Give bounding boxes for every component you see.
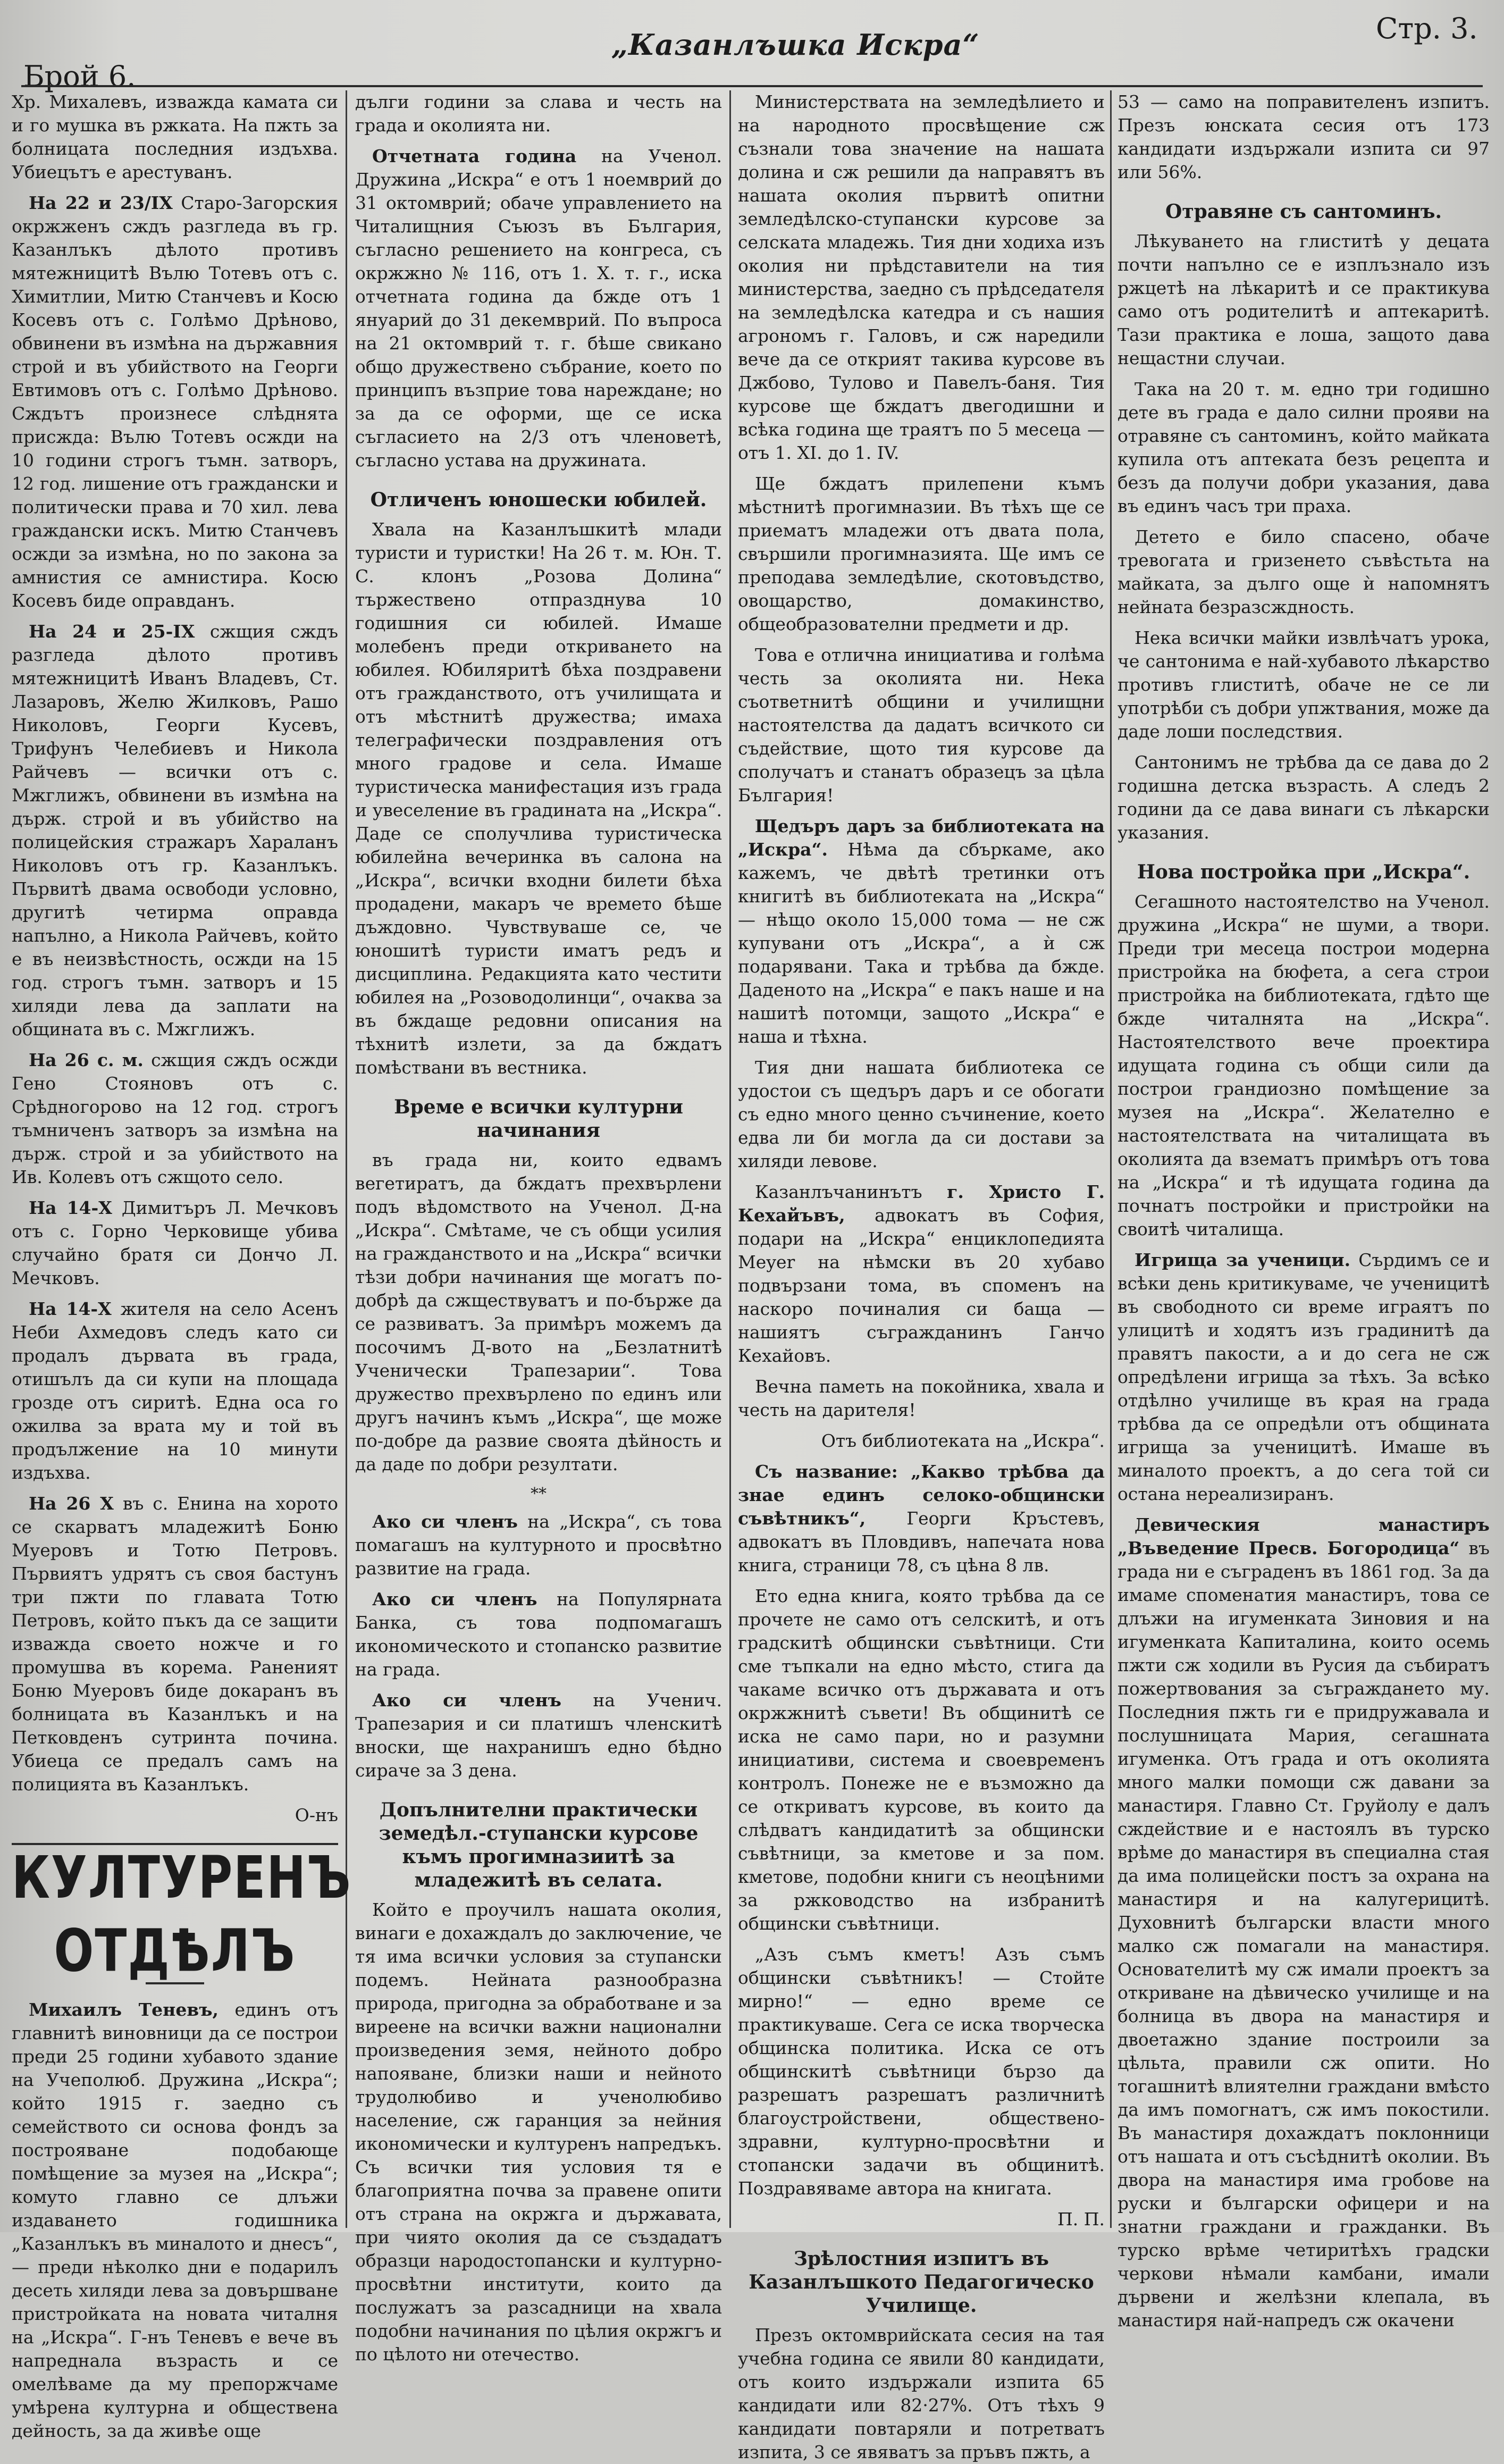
news-text: сжщия сждъ осжди Гено Стояновъ отъ с. Срѣдногорово на 12 год. строгъ тъмниченъ затворъ за измѣна на държ. строй и за убийството на Ив. Колевъ отъ сжщото село. — [12, 1050, 338, 1187]
issue-number: Брой 6. — [23, 60, 136, 93]
separator-stars: ** — [531, 1485, 547, 1503]
news-item — [12, 620, 338, 1041]
article-text: Вечна паметь на покойника, хвала и честь на дарителя! — [738, 1376, 1105, 1420]
news-date: На 24 и 25-IX — [29, 621, 195, 642]
signature: Отъ библиотеката на „Искра“. — [821, 1430, 1105, 1451]
article-text: Нѣма да сбъркаме, ако кажемъ, че двѣтѣ третинки отъ книгитѣ въ библиотеката на „Искра“ — нѣщо около 15,000 тома — не сж купувани отъ „Искра“, а ѝ сж подарявани. Така и трѣбва да бжде. Даденото на „Искра“ е пакъ наше и на нашитѣ потомци, защото „Искра“ е наша и тѣхна. — [738, 839, 1105, 1047]
article-text: Тия дни нашата библиотека се удостои съ щедъръ даръ и се обогати съ едно много ценно съчинение, което едва ли би могла да си достави за хиляди левове. — [738, 1057, 1105, 1171]
article-text: Сърдимъ се и всѣки день критикуваме, че ученицитѣ въ свободното си време играятъ по улицитѣ и ходятъ изъ градинитѣ да правятъ пакости, а и до сега не сж опредѣлени игрища за тѣхъ. За всѣко отдѣлно училище въ края на града трѣбва да се опредѣли отъ общината игрища за ученицитѣ. Имаше въ миналото проектъ, а до сега той си остана нереализиранъ. — [1118, 1250, 1490, 1504]
article-text: „Азъ съмъ кметъ! Азъ съмъ общински съвѣтникъ! — Стойте мирно!“ — едно време се практикуваше. Сега се иска творческа общинска политика. Иска се отъ общинскитѣ съвѣтници бързо да разрешатъ разрешатъ различнитѣ благоустройствени, обществено-здравни, културно-просвѣтни и стопански задачи въ общинитѣ. Поздравяваме автора на книгата. — [738, 1944, 1105, 2199]
article-text: въ града ни е съграденъ въ 1861 год. За да имаме споменатия манастиръ, това се длъжи на игуменката Зиновия и на игуменката Капиталина, които осемь пжти сж ходили въ Русия да събиратъ пожертвования за съграждането му. Последния пжть ги е придружавала и послушницата Мария, сегашната игуменка. Отъ града и отъ околията много малки помощи сж давани за манастиря. Главно Ст. Груйолу е далъ сждействие и е настоялъ въ турско врѣме до манастиря въ специална стая да има полицейски постъ за охрана на манастиря и на калугерицитѣ. Духовнитѣ български власти много малко сж помагали на манастиря. Основателитѣ му сж имали проектъ за откриване на дѣвическо училище и на болница въ двора на манастиря и двоетажно здание построили за цѣльта, правили сж опити. Но тогашнитѣ влиятелни граждани вмѣсто да имъ помогнатъ, сж имъ покостили. Въ манастиря дохаждатъ поклонници отъ нашата и отъ съсѣднитѣ околии. Въ двора на манастиря има гробове на руски и български офицери и на знатни граждани и гражданки. Въ турско врѣме четиритѣхъ градски черкови нѣмали камбани, имали дървени и желѣзни клепала, въ манастиря най-напредъ сж окачени — [1118, 1538, 1490, 2331]
article-text: Лѣкуването на глиститѣ у децата почти напълно се е изплъзнало изъ ржцетѣ на лѣкаритѣ и се практикува само отъ родителитѣ и аптекаритѣ. Тази практика е лоша, защото дава нещастни случаи. — [1118, 231, 1490, 368]
article-heading: Игрища за ученици. — [1135, 1250, 1351, 1270]
news-date: На 22 и 23/IX — [29, 192, 173, 213]
column-3 — [738, 90, 1105, 2462]
article-text: Казанлъчанинътъ — [755, 1181, 922, 1202]
column-4 — [1118, 90, 1490, 2331]
article-text: Сегашното настоятелство на Ученол. дружина „Искра“ не шуми, а твори. Преди три месеца построи модерна пристройка на бюфета, а сега строи пристройка на библиотеката, гдѣто ще бжде читалнята на „Искра“. Настоятелството вече проектира идущата година съ общи сили да построи грандиозно помѣщение за музея на „Искра“. Желателно е настоятелствата на читалищата въ околията да взематъ примѣръ отъ това на „Искра“ и тѣ идущата година да почнатъ постройки и пристройки на своитѣ читалища. — [1118, 891, 1490, 1239]
member-note — [355, 1588, 722, 1681]
news-item — [12, 1049, 338, 1189]
article-heading: Време е всички културни начинания — [394, 1096, 683, 1142]
article — [738, 1460, 1105, 1577]
article — [1118, 1248, 1490, 1506]
signature: О-нъ — [295, 1805, 338, 1825]
news-item — [12, 191, 338, 613]
news-date: На 14-X — [29, 1197, 112, 1218]
article-text: Ще бждатъ прилепени къмъ мѣстнитѣ прогимназии. Въ тѣхъ ще се приематъ младежи отъ двата пола, свършили прогимназията. Ще имъ се преподава земледѣлие, скотовъдство, овощарство, домакинство, общеобразователни предмети и др. — [738, 473, 1105, 634]
note-text: на Ученич. Трапезария и си платишъ членскитѣ вноски, ще нахранишъ едно бѣдно сираче за 3 дена. — [355, 1690, 722, 1781]
article — [738, 815, 1105, 1049]
article-heading: Зрѣлостния изпитъ въ Казанлъшкото Педагогическо Училище. — [749, 2248, 1094, 2317]
news-item — [12, 1196, 338, 1290]
article-text: Презъ октомврийската сесия на тая учебна година се явили 80 кандидати, отъ които издържали изпита 65 кандидати или 82·27%. Отъ тѣхъ 9 кандидати повтаряли и потретватъ изпита, 3 се явяватъ за пръвъ пжть, а — [738, 2325, 1105, 2462]
culture-section-title: КУЛТУРЕНЪ ОТДѢЛЪ — [12, 1843, 352, 1985]
article-text: на Ученол. Дружина „Искра“ е отъ 1 ноемврий до 31 октомврий; обаче управлението на Читалищния Съюзъ въ България, съгласно решението на конгреса, съ окржжно № 116, отъ 1. X. т. г., иска отчетната година да бжде отъ 1 януарий до 31 декемврий. По въпроса на 21 октомврий т. г. бѣше свикано общо дружествено събрание, което по принципъ възприе това нареждане; но за да се оформи, ще се иска съгласието на 2/3 отъ членоветѣ, съгласно устава на дружината. — [355, 146, 722, 471]
article-heading: Отчетната година — [372, 146, 577, 166]
article-continuation: дълги години за слава и честь на града и околията ни. — [355, 91, 722, 136]
article — [738, 1180, 1105, 1368]
article-heading: Допълнителни практически земедѣл.-ступански курсове къмъ прогимназиитѣ за младежитѣ въ селата. — [379, 1799, 699, 1891]
column-divider — [1110, 90, 1112, 2228]
article — [355, 145, 722, 472]
article — [1118, 1513, 1490, 2332]
column-1 — [12, 90, 352, 2441]
note-lead: Ако си членъ — [372, 1589, 537, 1610]
article-heading: Отличенъ юношески юбилей. — [370, 489, 707, 511]
article-text: Който е проучилъ нашата околия, винаги е дохаждалъ до заключение, че тя има всички условия за ступански подемъ. Нейната разнообразна природа, пригодна за обработване и за виреене на всички важни национални произведения земя, нейното добро напояване, близки наши и нейното трудолюбиво и ученолюбиво население, сж гаранция за нейния икономически и културенъ напредъкъ. Съ всички тия условия тя е благоприятна почва за правене опити отъ страна на окржга и държавата, при чиято околия да се създадатъ образци народостопански и културно-просвѣтни институти, които да послужатъ за разсадници на хвала подобни начинания по цѣлия окржгъ и по цѣлото ни отечество. — [355, 1899, 722, 2365]
note-text: на „Искра“, съ това помагашъ на културното и просвѣтно развитие на града. — [355, 1511, 722, 1579]
news-item: Хр. Михалевъ, изважда камата си и го мушка въ ржката. На пжть за болницата последния издъхва. Убиецътъ е арестуванъ. — [12, 91, 338, 182]
article-lead: Михаилъ Теневъ, — [29, 1999, 219, 2020]
masthead — [0, 0, 1504, 93]
article-heading: Щедъръ даръ за библиотеката на „Искра“. — [738, 816, 1105, 860]
news-date: На 26 с. м. — [29, 1050, 144, 1070]
news-text: жителя на село Асенъ Неби Ахмедовъ следъ като си продалъ дървата въ града, отишълъ да си купи на площада грозде отъ сиритѣ. Една оса го ожилва за врата му и той въ продължение на 10 минути издъхва. — [12, 1298, 338, 1483]
article-text: Това е отлична инициатива и голѣма честь за околията ни. Нека съответнитѣ общини и училищни настоятелства да дадатъ всичкото си съдействие, щото тия курсове да сполучатъ и станатъ образецъ за цѣла България! — [738, 644, 1105, 806]
note-lead: Ако си членъ — [372, 1690, 561, 1711]
article-continuation: 53 — само на поправителенъ изпитъ. Презъ юнската сесия отъ 173 кандидати издържали изпита си 97 или 56%. — [1118, 91, 1490, 182]
article-text: единъ отъ главнитѣ виновници да се построи преди 25 години хубавото здание на Учеполюб. Дружина „Искра“; който 1915 г. заедно съ семейството си основа фондъ за построяване подобающе помѣщение за музея на „Искра“; комуто главно се длъжи издаването годишника „Казанлъкъ въ миналото и днесъ“, — преди нѣколко дни е подарилъ десеть хиляди лева за довършване пристройката на новата читалня на „Искра“. Г-нъ Теневъ е вече въ напреднала възрасть и се омелѣваме да му препоржчаме умѣрена културна и обществена дейность, за да живѣе още — [12, 1999, 338, 2441]
member-note — [355, 1510, 722, 1580]
page-number: Стр. 3. — [1376, 12, 1478, 45]
article-heading: Нова постройка при „Искра“. — [1137, 861, 1471, 883]
masthead-rule — [21, 85, 1483, 87]
newspaper-title: „Казанлъшка Искра“ — [611, 28, 980, 62]
column-divider — [729, 90, 731, 2228]
article-text: Така на 20 т. м. едно три годишно дете въ града е дало силни прояви на отравяне съ сантоминъ, който майката купила отъ аптеката безъ рецепта и безъ да получи добри указания, дава въ единъ часъ три праха. — [1118, 379, 1490, 516]
news-text: Димитъръ Л. Мечковъ отъ с. Горно Черковище убива случайно братя си Дончо Л. Мечковъ. — [12, 1197, 338, 1288]
note-lead: Ако си членъ — [372, 1511, 518, 1532]
article-text: адвокатъ въ София, подари на „Искра“ енциклопедията Meyer на нѣмски въ 20 хубаво подвързани тома, въ споменъ на наскоро починалия си баща — нашиятъ съгражданинъ Ганчо Кехайовъ. — [738, 1205, 1105, 1366]
article-text: Детето е било спасено, обаче тревогата и гризенето съвѣстьта на майката, за дълго още ѝ напомнятъ нейната безразсждность. — [1118, 526, 1490, 617]
article — [12, 1998, 338, 2443]
member-note — [355, 1689, 722, 1782]
note-text: на Популярната Банка, съ това подпомагашъ икономическото и стопанско развитие на града. — [355, 1589, 722, 1680]
article-text: Георги Кръстевъ, адвокатъ въ Пловдивъ, напечата нова книга, страници 78, съ цѣна 8 лв. — [738, 1508, 1105, 1575]
article-text: Сантонимъ не трѣбва да се дава до 2 годишна детска възрасть. А следъ 2 години да се дава винаги съ лѣкарски указания. — [1118, 752, 1490, 843]
article-text: въ града ни, които едвамъ вегетиратъ, да бждатъ прехвърлени подъ вѣдомството на Ученол. Д-на „Искра“. Смѣтаме, че съ общи усилия на гражданството и на „Искра“ всички тѣзи добри начинания ще могатъ по-добрѣ да сжществуватъ и по-бърже да се развиватъ. За примѣръ можемъ да посочимъ Д-вото на „Безлатнитѣ Ученически Трапезарии“. Това дружество прехвърлено по единъ или другъ начинъ къмъ „Искра“, ще може по-добре да развие своята дѣйность и да даде по добри резултати. — [355, 1150, 722, 1474]
article-heading: Съ название: „Какво трѣбва да знае единъ селоко-общински съвѣтникъ“, — [738, 1461, 1105, 1529]
donor-name: г. Христо Г. Кехайъвъ, — [738, 1181, 1105, 1226]
news-date: На 14-X — [29, 1298, 112, 1319]
signature: П. П. — [1057, 2209, 1105, 2230]
article-text: Нека всички майки извлѣчатъ урока, че сантонима е най-хубавото лѣкарство противъ глиститѣ, обаче не се ли употрѣби съ добри упжтвания, може да даде лоши последствия. — [1118, 627, 1490, 742]
culture-section-banner — [12, 1843, 352, 1998]
article-text: Хвала на Казанлъшкитѣ млади туристи и туристки! На 26 т. м. Юн. Т. С. клонъ „Розова Долина“ тържествено отпразднува 10 годишния си юбилей. Имаше молебенъ преди откриването на юбилея. Юбиляритѣ бѣха поздравени отъ гражданството, отъ училищата и отъ мѣстнитѣ дружества; имаха телеграфически поздравления отъ много градове и села. Имаше туристическа манифестация изъ града и увеселение въ градината на „Искра“. Даде се сполучлива туристическа юбилейна вечеринка въ салона на „Искра“, всички входни билети бѣха продадени, макаръ че времето бѣше дъждовно. Чувствуваше се, че юношитѣ туристи иматъ редъ и дисциплина. Редакцията като честити юбилея на „Розоводолинци“, очаква за въ бждаще редовни описания на тѣхнитѣ излети, за да бждатъ помѣствани въ вестника. — [355, 519, 722, 1078]
news-item — [12, 1297, 338, 1485]
article-text: Ето една книга, която трѣбва да се прочете не само отъ селскитѣ, и отъ градскитѣ общински съвѣтници. Сти сме тъпкали на едно мѣсто, стига да чакаме всичко отъ държавата и отъ окржжнитѣ съвети! Въ общинитѣ се иска не само пари, но и разумни инициативи, система и своевременъ контролъ. Понеже не е възможно да се откриватъ курсове, въ които да слѣдватъ кандидатитѣ за общински съвѣтници, за кметове и за пом. кметове, подобни книги съ неоцѣними за ржководство на избранитѣ общински съвѣтници. — [738, 1586, 1105, 1934]
article-text: Министерствата на земледѣлието и на народното просвѣщение сж съзнали това значение на нашата долина и сж решили да направятъ въ нашата околия първитѣ опитни земледѣлско-ступански курсове за селската младежь. Тия дни ходиха изъ околия ни прѣдставители на тия министерства, заедно съ прѣдседателя на земледѣлска катедра и съ нашия агрономъ г. Галовъ, и сж наредили вече да се открият такива курсове въ Джбово, Тулово и Павелъ-баня. Тия курсове ще бждатъ двегодишни и всѣка година ще траятъ по 5 месеца — отъ 1. XI. до 1. IV. — [738, 91, 1105, 463]
news-item — [12, 1492, 338, 1796]
news-date: На 26 X — [29, 1493, 114, 1514]
news-text: въ с. Енина на хорото се скарватъ младежитѣ Боню Муеровъ и Тотю Петровъ. Първиятъ удрятъ съ своя бастунъ три пжти по главата Тотю Петровъ, който пъкъ да се защити изважда своето ножче и го промушва въ корема. Раненият Боню Муеровъ биде докаранъ въ болницата въ Казанлъкъ и на Петковденъ сутринта почина. Убиеца се предалъ самъ на полицията въ Казанлъкъ. — [12, 1493, 338, 1795]
column-2 — [355, 90, 722, 2365]
news-text: Старо-Загорския окржженъ сждъ разгледа въ гр. Казанлъкъ дѣлото противъ мятежницитѣ Вълю Тотевъ отъ с. Химитлии, Митю Станчевъ и Косю Косевъ отъ с. Голѣмо Дрѣново, обвинени въ измѣна на държавния строй и въ убийството на Георги Евтимовъ отъ с. Голѣмо Дрѣново. Сждътъ произнесе слѣднята присжда: Вълю Тотевъ осжди на 10 години строгъ тъмн. затворъ, 12 год. лишение отъ граждански и политически права и 70 хил. лева граждански искъ. Митю Станчевъ осжди за измѣна, но по закона за амнистия се амнистира. Косю Косевъ биде оправданъ. — [12, 192, 338, 611]
article-heading: Отравяне съ сантоминъ. — [1165, 200, 1442, 223]
article-heading: Девическия манастиръ „Въведение Пресв. Богородица“ — [1118, 1514, 1490, 1558]
news-text: сжщия сждъ разгледа дѣлото противъ мятежницитѣ Иванъ Владевъ, Ст. Лазаровъ, Желю Жилковъ, Рашо Николовъ, Георги Кусевъ, Трифунъ Челебиевъ и Никола Райчевъ — всички отъ с. Мжглижъ, обвинени въ измѣна на държ. строй и въ убийство на полицейския стражаръ Хараланъ Николовъ отъ гр. Казанлъкъ. Първитѣ двама освободи условно, другитѣ четирма оправда напълно, а Никола Райчевъ, който е въ неизвѣстность, осжди на 15 год. строгъ тъмн. затворъ и 15 хиляди лева да заплати на общината въ с. Мжглижъ. — [12, 621, 338, 1040]
